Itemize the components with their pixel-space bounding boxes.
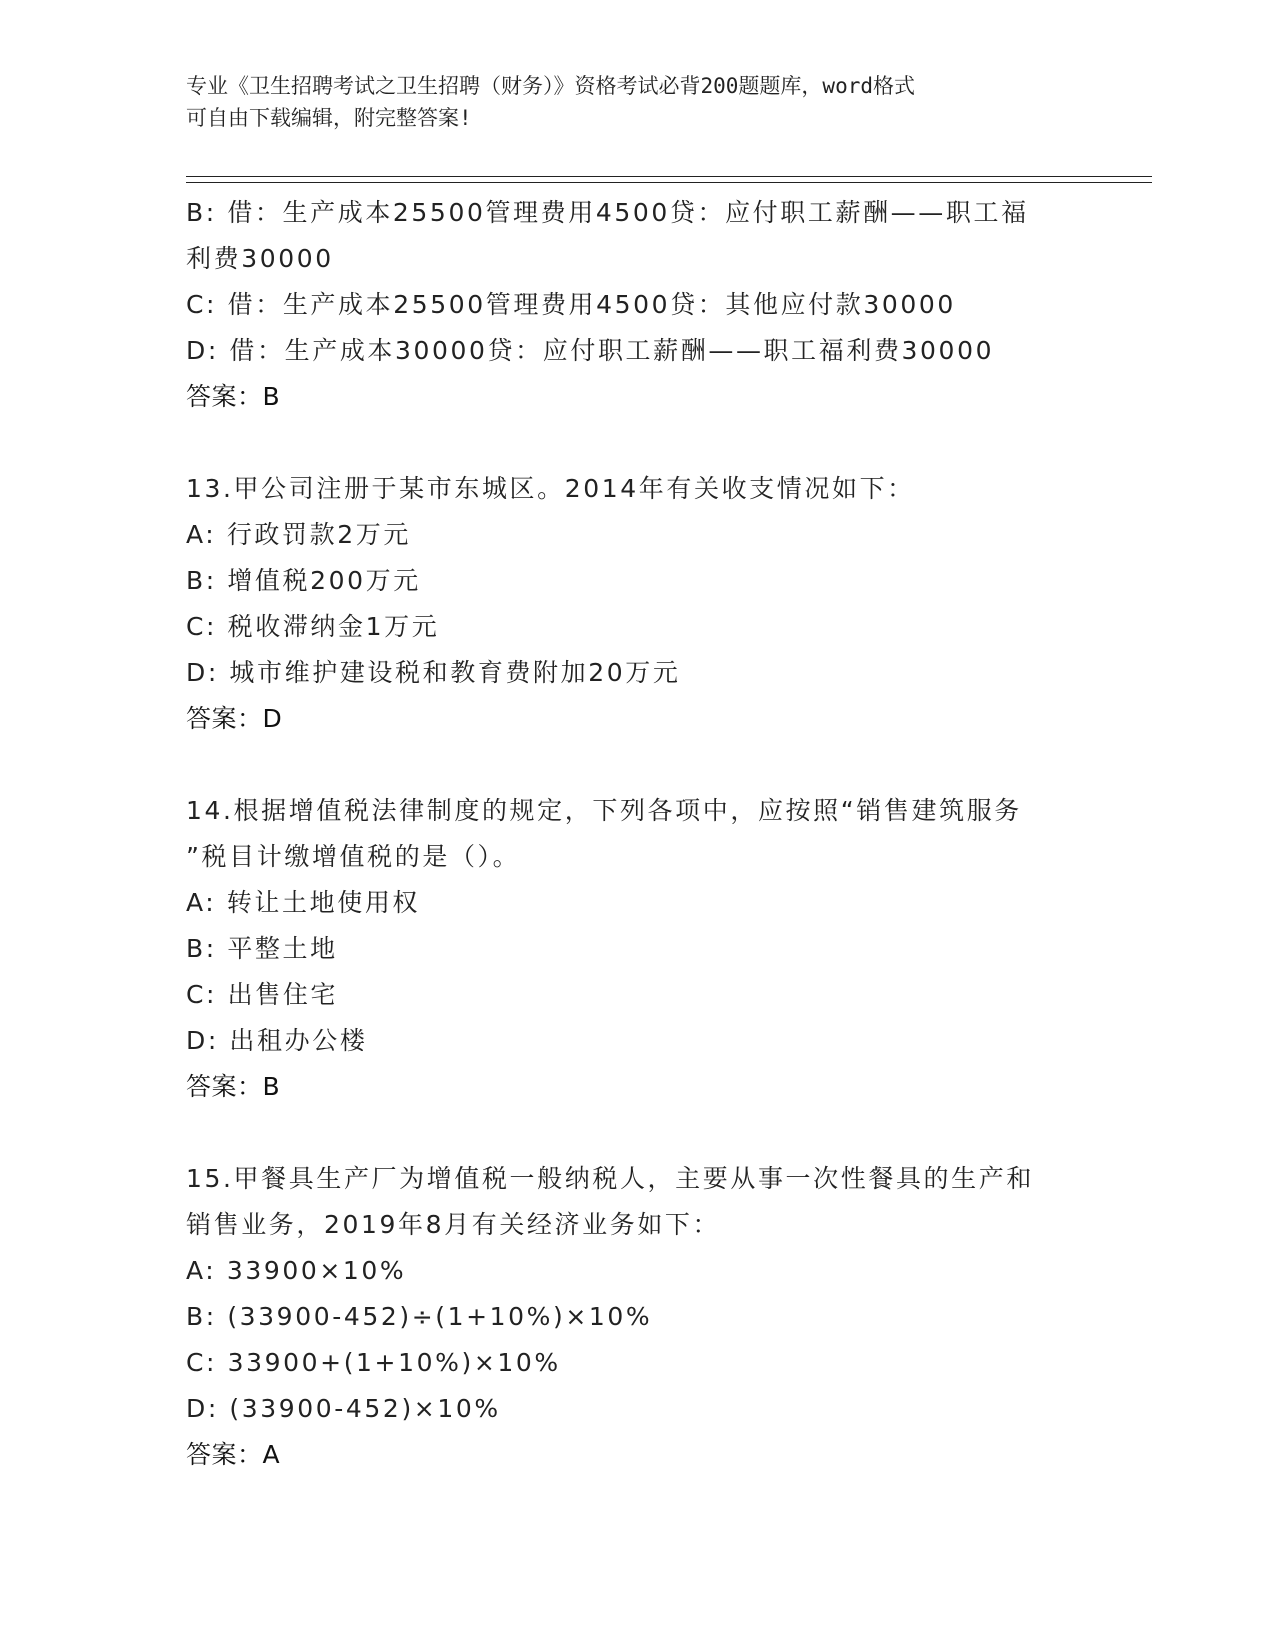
header-line-1: 专业《卫生招聘考试之卫生招聘（财务）》资格考试必背200题题库，word格式 <box>186 74 915 98</box>
option-d: D: 城市维护建设税和教育费附加20万元 <box>186 658 681 687</box>
question-15 <box>186 1156 1086 1478</box>
question-stem: 14.根据增值税法律制度的规定，下列各项中，应按照“销售建筑服务 <box>186 796 1022 825</box>
option-b: B: (33900-452)÷(1+10%)×10% <box>186 1302 653 1331</box>
question-list <box>186 190 1086 1478</box>
option-b-continued: 利费30000 <box>186 244 334 273</box>
previous-question-block <box>186 190 1086 420</box>
block-spacer <box>186 420 1086 466</box>
answer-line: 答案：B <box>186 382 281 411</box>
question-stem: 15.甲餐具生产厂为增值税一般纳税人，主要从事一次性餐具的生产和 <box>186 1164 1034 1193</box>
header-rule-bottom <box>186 182 1152 183</box>
option-d: D: 借：生产成本30000贷：应付职工薪酬——职工福利费30000 <box>186 336 995 365</box>
question-stem-continued: 销售业务，2019年8月有关经济业务如下： <box>186 1210 721 1239</box>
document-header <box>186 70 1086 134</box>
option-b: B: 增值税200万元 <box>186 566 421 595</box>
option-b: B: 平整土地 <box>186 934 338 963</box>
option-c: C: 33900+(1+10%)×10% <box>186 1348 561 1377</box>
question-stem-continued: ”税目计缴增值税的是（）。 <box>186 842 521 871</box>
option-a: A: 33900×10% <box>186 1256 407 1285</box>
answer-line: 答案：D <box>186 704 283 733</box>
answer-line: 答案：A <box>186 1440 281 1469</box>
answer-line: 答案：B <box>186 1072 281 1101</box>
option-b: B: 借：生产成本25500管理费用4500贷：应付职工薪酬——职工福 <box>186 198 1029 227</box>
option-c: C: 借：生产成本25500管理费用4500贷：其他应付款30000 <box>186 290 956 319</box>
question-13 <box>186 466 1086 742</box>
option-d: D: 出租办公楼 <box>186 1026 368 1055</box>
option-a: A: 转让土地使用权 <box>186 888 421 917</box>
block-spacer <box>186 742 1086 788</box>
option-c: C: 出售住宅 <box>186 980 339 1009</box>
option-d: D: (33900-452)×10% <box>186 1394 501 1423</box>
question-14 <box>186 788 1086 1110</box>
block-spacer <box>186 1110 1086 1156</box>
question-stem: 13.甲公司注册于某市东城区。2014年有关收支情况如下： <box>186 474 915 503</box>
header-rule-top <box>186 176 1152 177</box>
option-a: A: 行政罚款2万元 <box>186 520 411 549</box>
option-c: C: 税收滞纳金1万元 <box>186 612 440 641</box>
header-line-2: 可自由下载编辑，附完整答案! <box>186 106 472 130</box>
